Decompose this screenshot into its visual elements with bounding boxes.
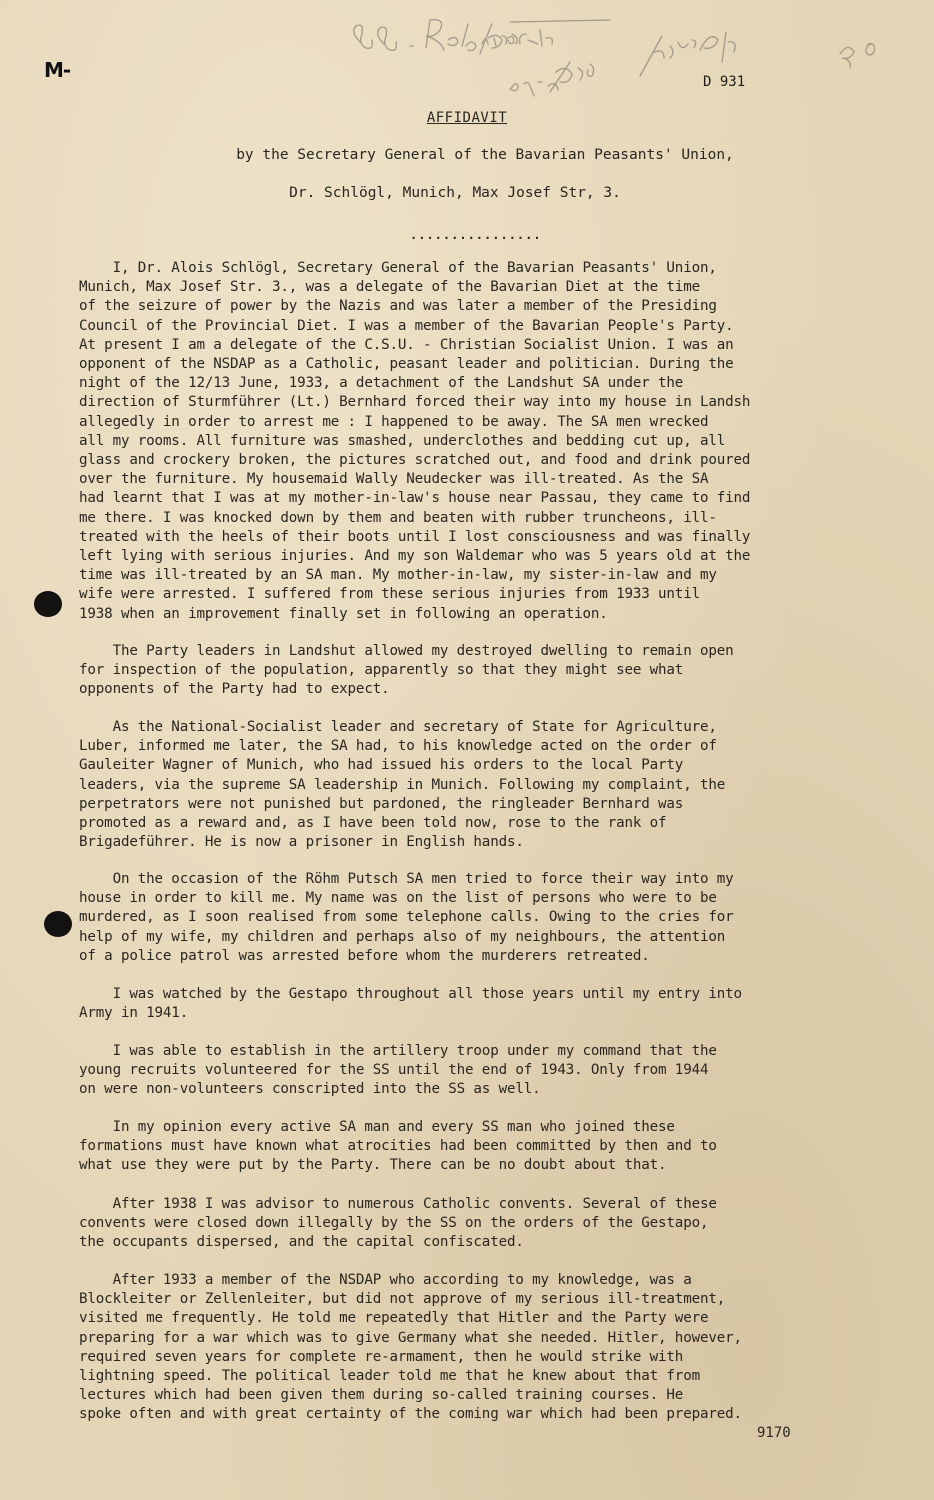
text-line: help of my wife, my children and perhaps also of my neighbours, the attention — [79, 928, 726, 945]
punch-hole — [44, 911, 72, 937]
text-line: house in order to kill me. My name was on the list of persons who were to be — [79, 890, 717, 907]
text-line: I, Dr. Alois Schlögl, Secretary General of the Bavarian Peasants' Union, — [79, 260, 717, 276]
text-line: what use they were put by the Party. There can be no doubt about that. — [79, 1157, 667, 1174]
paragraph-8 — [79, 1195, 879, 1253]
paragraph-9 — [79, 1271, 879, 1425]
paragraph-1 — [79, 259, 879, 624]
text-line: of a police patrol was arrested before whom the murderers retreated. — [79, 947, 650, 964]
text-line: opponent of the NSDAP as a Catholic, peasant leader and politician. During the — [79, 356, 734, 373]
text-line: I was watched by the Gestapo throughout all those years until my entry into — [79, 986, 742, 1002]
text-line: Munich, Max Josef Str. 3., was a delegate of the Bavarian Diet at the time — [79, 279, 700, 296]
text-line: lightning speed. The political leader told me that he knew about that from — [79, 1368, 700, 1385]
text-line: promoted as a reward and, as I have been told now, rose to the rank of — [79, 815, 667, 832]
punch-hole — [34, 591, 62, 617]
text-line: Army in 1941. — [79, 1005, 189, 1022]
paragraph-4 — [79, 870, 879, 966]
paragraph-2 — [79, 642, 879, 700]
text-line: left lying with serious injuries. And my son Waldemar who was 5 years old at the — [79, 548, 751, 565]
text-line: spoke often and with great certainty of the coming war which had been prepared. — [79, 1406, 742, 1423]
page-title: AFFIDAVIT — [426, 110, 508, 126]
text-line: Gauleiter Wagner of Munich, who had issued his orders to the local Party — [79, 757, 684, 774]
text-line: The Party leaders in Landshut allowed my destroyed dwelling to remain open — [79, 643, 734, 659]
text-line: the occupants dispersed, and the capital confiscated. — [79, 1234, 524, 1251]
separator: ................ — [410, 228, 542, 242]
text-line: treated with the heels of their boots until I lost consciousness and was finally — [79, 528, 751, 545]
text-line: young recruits volunteered for the SS until the end of 1943. Only from 1944 — [79, 1062, 709, 1079]
text-line: 1938 when an improvement finally set in following an operation. — [79, 605, 608, 622]
text-line: time was ill-treated by an SA man. My mother-in-law, my sister-in-law and my — [79, 567, 717, 584]
text-line: for inspection of the population, apparently so that they might see what — [79, 662, 684, 679]
text-line: At present I am a delegate of the C.S.U. - Christian Socialist Union. I was an — [79, 336, 734, 353]
document-reference: D 931 — [703, 74, 746, 90]
text-line: formations must have known what atrocities had been committed by then and to — [79, 1138, 717, 1155]
text-line: had learnt that I was at my mother-in-law's house near Passau, they came to find — [79, 490, 751, 507]
text-line: wife were arrested. I suffered from these serious injuries from 1933 until — [79, 586, 700, 603]
text-line: convents were closed down illegally by the SS on the orders of the Gestapo, — [79, 1215, 709, 1232]
text-line: On the occasion of the Röhm Putsch SA men tried to force their way into my — [79, 871, 734, 887]
text-line: Luber, informed me later, the SA had, to his knowledge acted on the order of — [79, 738, 717, 755]
text-line: preparing for a war which was to give Germany what she needed. Hitler, however, — [79, 1329, 742, 1346]
text-line: night of the 12/13 June, 1933, a detachment of the Landshut SA under the — [79, 375, 684, 392]
text-line: required seven years for complete re-armament, then he would strike with — [79, 1348, 684, 1365]
paragraph-5 — [79, 985, 879, 1023]
text-line: lectures which had been given them during so-called training courses. He — [79, 1387, 684, 1404]
text-line: direction of Sturmführer (Lt.) Bernhard forced their way into my house in Landsh — [79, 394, 751, 411]
text-line: In my opinion every active SA man and every SS man who joined these — [79, 1119, 675, 1135]
subtitle-line-1: by the Secretary General of the Bavarian Peasants' Union, — [236, 147, 734, 163]
text-line: me there. I was knocked down by them and beaten with rubber truncheons, ill- — [79, 509, 717, 526]
text-line: visited me frequently. He told me repeatedly that Hitler and the Party were — [79, 1310, 709, 1327]
text-line: perpetrators were not punished but pardoned, the ringleader Bernhard was — [79, 795, 684, 812]
subtitle-line-2: Dr. Schlögl, Munich, Max Josef Str, 3. — [289, 185, 621, 201]
text-line: Council of the Provincial Diet. I was a member of the Bavarian People's Party. — [79, 317, 734, 334]
text-line: of the seizure of power by the Nazis and was later a member of the Presiding — [79, 298, 717, 315]
text-line: Brigadeführer. He is now a prisoner in English hands. — [79, 834, 524, 851]
corner-mark: M- — [44, 58, 71, 82]
text-line: opponents of the Party had to expect. — [79, 681, 390, 698]
paragraph-3 — [79, 718, 879, 852]
text-line: glass and crockery broken, the pictures scratched out, and food and drink poured — [79, 452, 751, 469]
paragraph-7 — [79, 1118, 879, 1176]
text-line: Blockleiter or Zellenleiter, but did not approve of my serious ill-treatment, — [79, 1291, 726, 1308]
text-line: After 1938 I was advisor to numerous Catholic convents. Several of these — [79, 1196, 717, 1212]
text-line: murdered, as I soon realised from some telephone calls. Owing to the cries for — [79, 909, 734, 926]
text-line: over the furniture. My housemaid Wally Neudecker was ill-treated. As the SA — [79, 471, 709, 488]
text-line: all my rooms. All furniture was smashed, underclothes and bedding cut up, all — [79, 432, 726, 449]
text-line: After 1933 a member of the NSDAP who according to my knowledge, was a — [79, 1272, 692, 1288]
page-number: 9170 — [757, 1425, 791, 1441]
text-line: As the National-Socialist leader and secretary of State for Agriculture, — [79, 719, 717, 735]
paragraph-6 — [79, 1042, 879, 1100]
text-line: leaders, via the supreme SA leadership in Munich. Following my complaint, the — [79, 776, 726, 793]
text-line: allegedly in order to arrest me : I happened to be away. The SA men wrecked — [79, 413, 709, 430]
text-line: on were non-volunteers conscripted into the SS as well. — [79, 1081, 541, 1098]
text-line: I was able to establish in the artillery troop under my command that the — [79, 1043, 717, 1059]
